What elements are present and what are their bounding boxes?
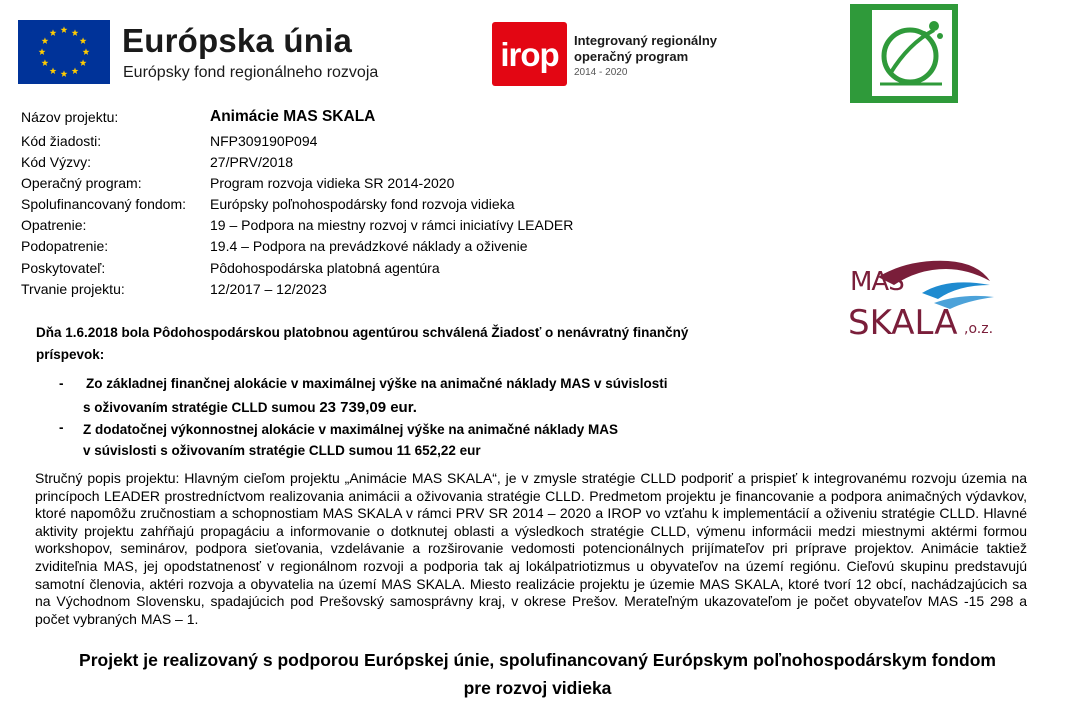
footer-line1: Projekt je realizovaný s podporou Európskej únie, spolufinancovaný Európskym poľnohospodárskym fondom [79, 650, 996, 670]
eu-star-icon [39, 48, 46, 55]
eu-star-icon [61, 26, 68, 33]
info-label: Trvanie projektu: [21, 281, 125, 297]
info-value: Pôdohospodárska platobná agentúra [210, 260, 440, 276]
info-label: Operačný program: [21, 175, 142, 191]
bullet-dash: - [59, 420, 64, 435]
info-value: Európsky poľnohospodársky fond rozvoja vidieka [210, 196, 515, 212]
eu-star-icon [80, 59, 87, 66]
eu-star-icon [42, 59, 49, 66]
eu-stars-icon [18, 20, 110, 84]
info-row [21, 217, 721, 239]
leader-label [837, 4, 870, 103]
approval-line2: príspevok: [36, 347, 105, 362]
info-row [21, 133, 721, 155]
eu-title: Európska únia [122, 22, 352, 59]
info-label: Kód žiadosti: [21, 133, 102, 149]
eu-star-icon [50, 29, 57, 36]
leader-logo [837, 4, 958, 103]
info-value: Animácie MAS SKALA [210, 108, 376, 125]
bullet-1-line2 [83, 397, 417, 419]
info-row-name [21, 109, 721, 131]
info-value: Program rozvoja vidieka SR 2014-2020 [210, 175, 455, 191]
bullet-2-amount: 11 652,22 eur [396, 443, 481, 458]
info-row [21, 260, 721, 282]
bullet-dash: - [59, 376, 64, 391]
bullet-2-line1: Z dodatočnej výkonnostnej alokácie v maximálnej výške na animačné náklady MAS [83, 422, 618, 437]
info-value: 12/2017 – 12/2023 [210, 281, 327, 297]
info-value: NFP309190P094 [210, 133, 318, 149]
info-row [21, 281, 721, 303]
info-row [21, 175, 721, 197]
info-row [21, 238, 721, 260]
eu-star-icon [61, 70, 68, 77]
info-value: 19 – Podpora na miestny rozvoj v rámci iniciatívy LEADER [210, 217, 574, 233]
irop-title-line1: Integrovaný regionálny [574, 33, 718, 48]
approval-text [36, 322, 736, 366]
bullet-1-line1: Zo základnej finančnej alokácie v maximálnej výške na animačné náklady MAS v súvislosti [86, 376, 668, 391]
eu-star-icon [83, 48, 90, 55]
info-label: Kód Výzvy: [21, 154, 92, 170]
bullet-1-amount: 23 739,09 eur. [319, 399, 417, 416]
bullet-2-line2 [83, 440, 481, 462]
eu-flag-logo [18, 20, 110, 84]
info-value: 19.4 – Podpora na prevádzkové náklady a oživenie [210, 238, 528, 254]
info-label: Poskytovateľ: [21, 260, 106, 276]
mas-logo-suffix: ,o.z. [964, 321, 994, 337]
footer-statement [0, 646, 1075, 702]
info-label: Názov projektu: [21, 109, 119, 125]
info-row [21, 154, 721, 176]
eu-star-icon [72, 29, 79, 36]
eu-star-icon [80, 37, 87, 44]
irop-title [574, 33, 717, 65]
mas-logo-line2: SKALA [848, 303, 958, 343]
info-row [21, 196, 721, 218]
footer-line2: pre rozvoj vidieka [463, 678, 612, 698]
info-value: 27/PRV/2018 [210, 154, 294, 170]
eu-subtitle: Európsky fond regionálneho rozvoja [123, 64, 379, 81]
eu-star-icon [50, 67, 57, 74]
bullet-2-prefix: v súvislosti s oživovaním stratégie CLLD sumou [83, 443, 393, 458]
info-label: Opatrenie: [21, 217, 87, 233]
eu-star-icon [72, 67, 79, 74]
irop-title-line2: operačný program [574, 49, 689, 64]
leader-label-text: LEADER [837, 27, 848, 71]
approval-line1: Dňa 1.6.2018 bola Pôdohospodárskou platobnou agentúrou schválená Žiadosť o nenávratný finančný [36, 325, 689, 340]
mas-skala-logo [838, 255, 1008, 350]
irop-logo-text: irop [500, 36, 559, 73]
info-label: Spolufinancovaný fondom: [21, 196, 186, 212]
eu-star-icon [42, 37, 49, 44]
irop-logo [492, 22, 567, 86]
mas-logo-line1: MAS [850, 267, 904, 297]
info-label: Podopatrenie: [21, 238, 109, 254]
project-description: Stručný popis projektu: Hlavným cieľom projektu „Animácie MAS SKALA“, je v zmysle stratégie CLLD podporiť a prispieť k integrovanému rozvoju územia na princípoch LEADER prostredníctvom realizovania animácii a oživovania stratégie CLLD. Predmetom projektu je financovanie a podpora animačných výdavkov, ktoré napomôžu zručnostiam a schopnostiam MAS SKALA v rámci PRV SR 2014 – 2020 a IROP vo vzťahu k implementácií a oživeniu stratégie CLLD. Hlavné aktivity projektu zahŕňajú propagáciu a informovanie o dotknutej oblasti a výsledkoch stratégie CLLD, výmenu informácii medzi miestnymi aktérmi formou workshopov, seminárov, podpora sieťovania, vzdelávanie a rozširovanie vedomosti potencionálnych prijímateľov pri príprave projektov. Animácie taktiež zviditeľnia MAS, jej opodstatnenosť v regionálnom rozvoji a podporia tak aj lokálpatriotizmus u obyvateľov na území regiónu. Cieľovú skupinu predstavujú samotní členovia, aktéri rozvoja a obyvatelia na území MAS SKALA. Miesto realizácie projektu je územie MAS SKALA, ktoré tvorí 12 obcí, nachádzajúcich sa na Východnom Slovensku, spadajúcich pod Prešovský samosprávny kraj, v okrese Prešov. Merateľným ukazovateľom je počet obyvateľov MAS -15 298 a počet vybraných MAS – 1. [35, 470, 1027, 627]
bullet-1-prefix: s oživovaním stratégie CLLD sumou [83, 400, 316, 415]
irop-years: 2014 - 2020 [574, 67, 628, 78]
